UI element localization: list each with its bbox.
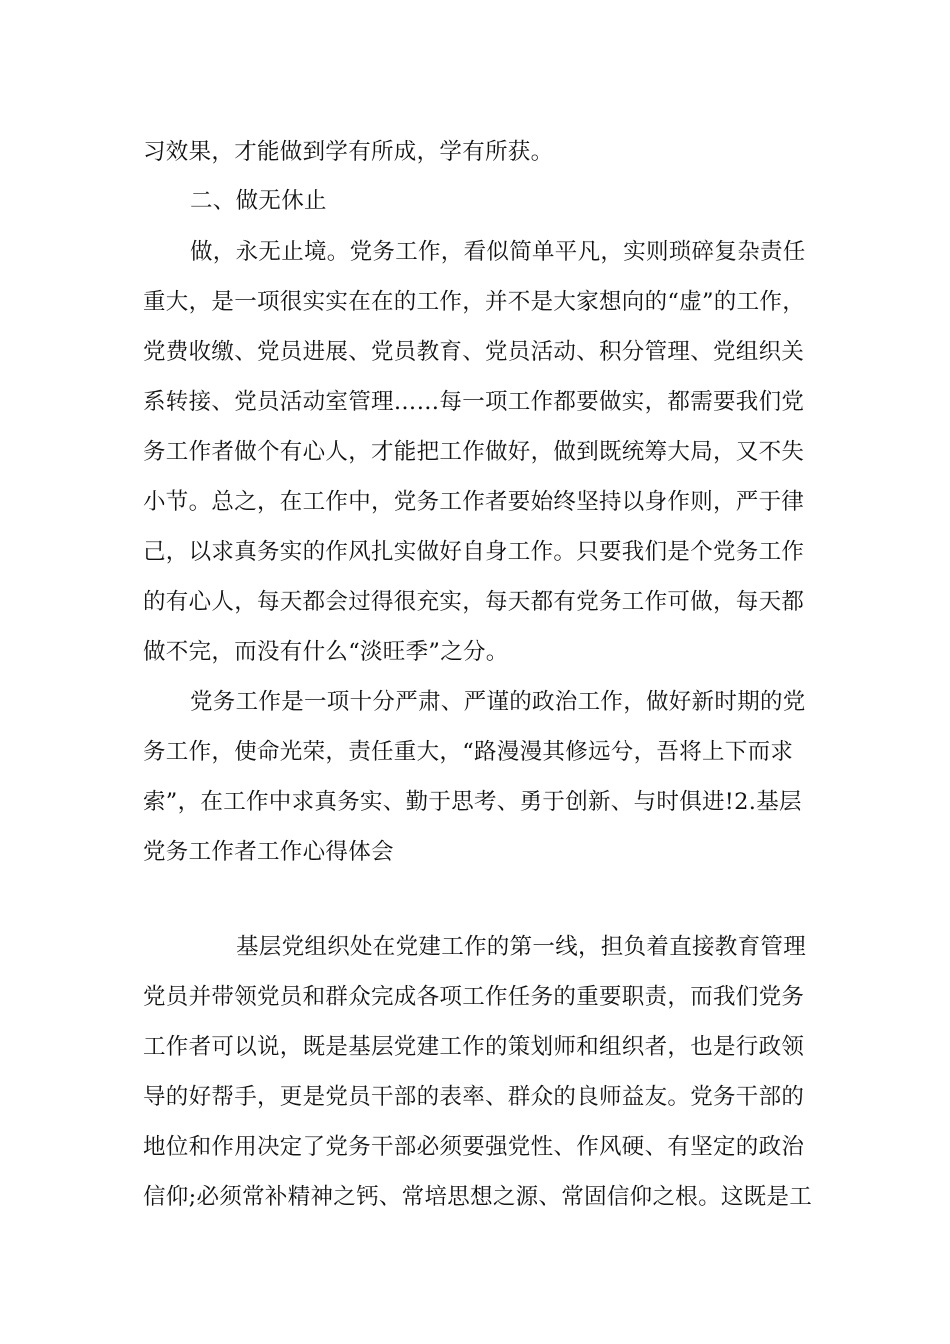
text-line: 务工作者做个有心人，才能把工作做好，做到既统筹大局，又不失 (143, 439, 805, 465)
text-line: 导的好帮手，更是党员干部的表率、群众的良师益友。党务干部的 (143, 1084, 805, 1110)
text-line: 习效果，才能做到学有所成，学有所获。 (143, 139, 554, 165)
text-line: 党务工作者工作心得体会 (143, 839, 394, 865)
text-line: 工作者可以说，既是基层党建工作的策划师和组织者，也是行政领 (143, 1034, 805, 1060)
text-line: 务工作，使命光荣，责任重大，“路漫漫其修远兮，吾将上下而求 (143, 739, 794, 765)
text-line: 基层党组织处在党建工作的第一线，担负着直接教育管理 (236, 934, 807, 960)
text-line: 信仰;必须常补精神之钙、常培思想之源、常固信仰之根。这既是工 (143, 1184, 813, 1210)
text-line: 小节。总之，在工作中，党务工作者要始终坚持以身作则，严于律 (143, 489, 805, 515)
text-line: 重大，是一项很实实在在的工作，并不是大家想向的“虚”的工作， (143, 289, 806, 315)
text-line: 己，以求真务实的作风扎实做好自身工作。只要我们是个党务工作 (143, 539, 805, 565)
text-line: 党务工作是一项十分严肃、严谨的政治工作，做好新时期的党 (190, 689, 806, 715)
text-line: 系转接、党员活动室管理……每一项工作都要做实，都需要我们党 (143, 389, 805, 415)
section-heading: 二、做无休止 (190, 188, 327, 214)
text-line: 做不完，而没有什么“淡旺季”之分。 (143, 639, 509, 665)
text-line: 做，永无止境。党务工作，看似简单平凡，实则琐碎复杂责任 (190, 239, 806, 265)
text-line: 党费收缴、党员进展、党员教育、党员活动、积分管理、党组织关 (143, 339, 805, 365)
text-line: 党员并带领党员和群众完成各项工作任务的重要职责，而我们党务 (143, 984, 805, 1010)
text-line: 的有心人，每天都会过得很充实，每天都有党务工作可做，每天都 (143, 589, 805, 615)
text-line: 地位和作用决定了党务干部必须要强党性、作风硬、有坚定的政治 (143, 1134, 805, 1160)
text-line: 索”，在工作中求真务实、勤于思考、勇于创新、与时俱进!2.基层 (143, 789, 802, 815)
